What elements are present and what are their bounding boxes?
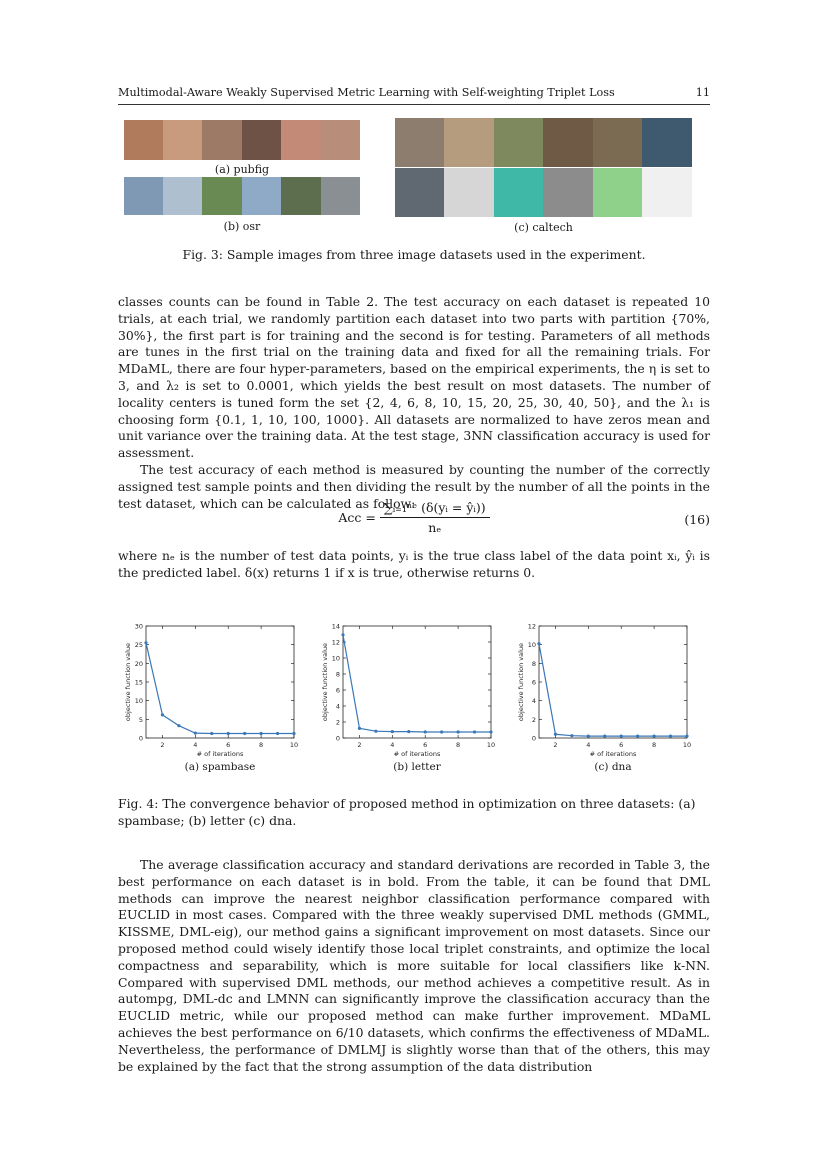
y-tick-label: 2: [531, 715, 536, 724]
chart-subcaption: (c) dna: [594, 761, 632, 773]
caltech-sample-image: [494, 118, 543, 167]
data-point: [260, 732, 263, 735]
data-point: [194, 732, 197, 735]
caltech-sample-image: [494, 168, 543, 217]
data-point: [554, 733, 557, 736]
body-text-block-1: [118, 294, 710, 512]
paragraph: classes counts can be found in Table 2. The test accuracy on each dataset is repeated 10 trials, at each trial, we randomly partition each dataset into two parts with partition {70%, 30%}, the first part is for training and the second is for testing. Parameters of all methods are tunes in the first trial on the training data and fixed for all the remaining trials. For MDaML, there are four hyper-parameters, based on the empirical experiments, the η is set to 3, and λ₂ is set to 0.0001, which yields the best result on most datasets. The number of locality centers is tuned form the set {2, 4, 6, 8, 10, 15, 20, 25, 30, 40, 50}, and the λ₁ is choosing form {0.1, 1, 10, 100, 1000}. All datasets are normalized to have zeros mean and unit variance over the training data. At the test stage, 3NN classification accuracy is used for assessment.: [118, 294, 710, 461]
osr-sample-image: [163, 177, 202, 215]
y-tick-label: 8: [531, 659, 536, 668]
y-tick-label: 30: [134, 622, 143, 631]
data-point: [685, 735, 688, 738]
data-point: [407, 730, 410, 733]
y-tick-label: 4: [335, 702, 340, 711]
data-point: [440, 730, 443, 733]
y-tick-label: 10: [527, 641, 536, 650]
x-tick-label: 4: [390, 741, 395, 749]
caltech-sample-image: [444, 118, 494, 167]
plot-frame: [146, 626, 294, 738]
running-header: [118, 86, 710, 104]
x-tick-label: 6: [619, 741, 624, 749]
data-point: [473, 730, 476, 733]
figure-4-caption: Fig. 4: The convergence behavior of proposed method in optimization on three datasets: (a) spambase; (b) letter (c) dna.: [118, 796, 696, 828]
osr-sample-image: [242, 177, 281, 215]
data-point: [570, 734, 573, 737]
caltech-sample-image: [543, 168, 593, 217]
data-point: [669, 735, 672, 738]
y-tick-label: 12: [527, 622, 536, 631]
chart-subcaption: (b) letter: [393, 761, 441, 773]
data-point: [358, 727, 361, 730]
data-point: [374, 730, 377, 733]
data-point: [144, 641, 147, 644]
caltech-sample-image: [593, 168, 642, 217]
x-axis-label: # of iterations: [393, 750, 441, 758]
caltech-sample-image: [642, 168, 692, 217]
pubfig-sample-image: [321, 120, 360, 160]
body-text-block-2: [118, 548, 710, 582]
x-tick-label: 2: [357, 741, 362, 749]
page-number: 11: [695, 86, 710, 99]
pubfig-sample-image: [202, 120, 242, 160]
figure-3-caption: Fig. 3: Sample images from three image datasets used in the experiment.: [182, 247, 646, 262]
caltech-sample-image: [543, 118, 593, 167]
paragraph: The test accuracy of each method is measured by counting the number of the correctly assigned test sample points and then dividing the result by the number of all the points in the test dataset, which can be calculated as follow:: [118, 461, 710, 511]
osr-sample-image: [202, 177, 242, 215]
data-point: [636, 735, 639, 738]
data-point: [603, 735, 606, 738]
y-tick-label: 4: [531, 697, 536, 706]
y-tick-label: 6: [531, 678, 536, 687]
x-tick-label: 6: [226, 741, 231, 749]
osr-sample-image: [281, 177, 321, 215]
caltech-sample-image: [642, 118, 692, 167]
subcaption-caltech: (c) caltech: [514, 221, 573, 234]
pubfig-sample-image: [124, 120, 163, 160]
osr-sample-image: [124, 177, 163, 215]
equation-16: [118, 500, 710, 544]
y-tick-label: 10: [134, 697, 143, 706]
header-rule: [118, 104, 710, 105]
caltech-image-row-1: [395, 118, 692, 167]
caltech-image-row-2: [395, 168, 692, 217]
data-point: [177, 724, 180, 727]
running-title: Multimodal-Aware Weakly Supervised Metric Learning with Self-weighting Triplet Loss: [118, 86, 615, 99]
y-tick-label: 0: [531, 734, 536, 743]
subcaption-pubfig: (a) pubfig: [214, 163, 270, 176]
data-point: [489, 730, 492, 733]
y-tick-label: 15: [134, 678, 143, 687]
data-point: [391, 730, 394, 733]
y-tick-label: 5: [138, 715, 143, 724]
x-tick-label: 10: [486, 741, 496, 749]
pubfig-sample-image: [242, 120, 281, 160]
y-tick-label: 0: [138, 734, 143, 743]
y-axis-label: objective function value: [124, 642, 132, 722]
equation-denominator: nₑ: [428, 520, 442, 535]
y-tick-label: 0: [335, 734, 340, 743]
caltech-sample-image: [395, 168, 444, 217]
data-point: [210, 732, 213, 735]
x-tick-label: 10: [682, 741, 692, 749]
x-tick-label: 8: [456, 741, 461, 749]
paragraph: where nₑ is the number of test data points, yᵢ is the true class label of the data point xᵢ, ŷᵢ is the predicted label. δ(x) returns 1 if x is true, otherwise returns 0.: [118, 548, 710, 580]
data-point: [227, 732, 230, 735]
y-tick-label: 20: [134, 659, 143, 668]
osr-sample-image: [321, 177, 360, 215]
equation-lhs: Acc =: [338, 510, 376, 525]
y-tick-label: 8: [335, 670, 340, 679]
paragraph: The average classification accuracy and standard derivations are recorded in Table 3, the best performance on each dataset is in bold. From the table, it can be found that DML methods can improve the nearest neighbor classification performance compared with EUCLID in most cases. Compared with the three weakly supervised DML methods (GMML, KISSME, DML-eig), our method gains a significant improvement on most datasets. Since our proposed method could wisely identify those local triplet constraints, and optimize the local compactness and separability, which is more suitable for local classifiers like k-NN. Compared with supervised DML methods, our method achieves a competitive result. As in autompg, DML-dc and LMNN can significantly improve the classification accuracy than the EUCLID metric, while our proposed method can make further improvement. MDaML achieves the best performance on 6/10 datasets, which confirms the effectiveness of MDaML. Nevertheless, the performance of DMLMJ is slightly worse than that of the others, this may be explained by the fact that the strong assumption of the data distribution: [118, 857, 710, 1074]
caltech-sample-image: [395, 118, 444, 167]
equation-numerator: ∑ᵢ₌₁ⁿᵉ (δ(yᵢ = ŷᵢ)): [380, 500, 490, 518]
x-axis-label: # of iterations: [196, 750, 244, 758]
data-point: [243, 732, 246, 735]
data-point: [620, 735, 623, 738]
x-tick-label: 2: [160, 741, 165, 749]
pubfig-sample-image: [281, 120, 321, 160]
data-point: [653, 735, 656, 738]
x-tick-label: 6: [423, 741, 428, 749]
plot-frame: [343, 626, 491, 738]
chart-dna-svg: [511, 618, 701, 776]
data-point: [537, 642, 540, 645]
chart-spambase-svg: [118, 618, 308, 776]
x-tick-label: 8: [652, 741, 657, 749]
chart-letter-svg: [315, 618, 505, 776]
data-point: [457, 730, 460, 733]
y-tick-label: 25: [134, 641, 143, 650]
data-point: [292, 732, 295, 735]
data-point: [276, 732, 279, 735]
x-tick-label: 4: [586, 741, 591, 749]
data-point: [341, 633, 344, 636]
osr-image-strip: [124, 177, 360, 215]
data-point: [587, 735, 590, 738]
x-axis-label: # of iterations: [589, 750, 637, 758]
convergence-chart-letter: [315, 618, 505, 776]
equation-number: (16): [684, 512, 710, 527]
x-tick-label: 4: [193, 741, 198, 749]
x-tick-label: 10: [289, 741, 299, 749]
y-tick-label: 2: [335, 718, 340, 727]
caltech-sample-image: [593, 118, 642, 167]
chart-subcaption: (a) spambase: [184, 761, 256, 773]
body-text-block-3: [118, 857, 710, 1075]
data-point: [424, 730, 427, 733]
y-tick-label: 12: [331, 638, 340, 647]
y-axis-label: objective function value: [321, 642, 329, 722]
subcaption-osr: (b) osr: [223, 220, 261, 233]
y-tick-label: 10: [331, 654, 340, 663]
convergence-chart-dna: [511, 618, 701, 776]
data-point: [161, 713, 164, 716]
y-tick-label: 14: [331, 622, 340, 631]
x-tick-label: 8: [259, 741, 264, 749]
y-axis-label: objective function value: [517, 642, 525, 722]
x-tick-label: 2: [553, 741, 558, 749]
pubfig-image-strip: [124, 120, 360, 160]
convergence-chart-spambase: [118, 618, 308, 776]
pubfig-sample-image: [163, 120, 202, 160]
equation-fraction: [380, 500, 490, 535]
plot-frame: [539, 626, 687, 738]
y-tick-label: 6: [335, 686, 340, 695]
caltech-sample-image: [444, 168, 494, 217]
